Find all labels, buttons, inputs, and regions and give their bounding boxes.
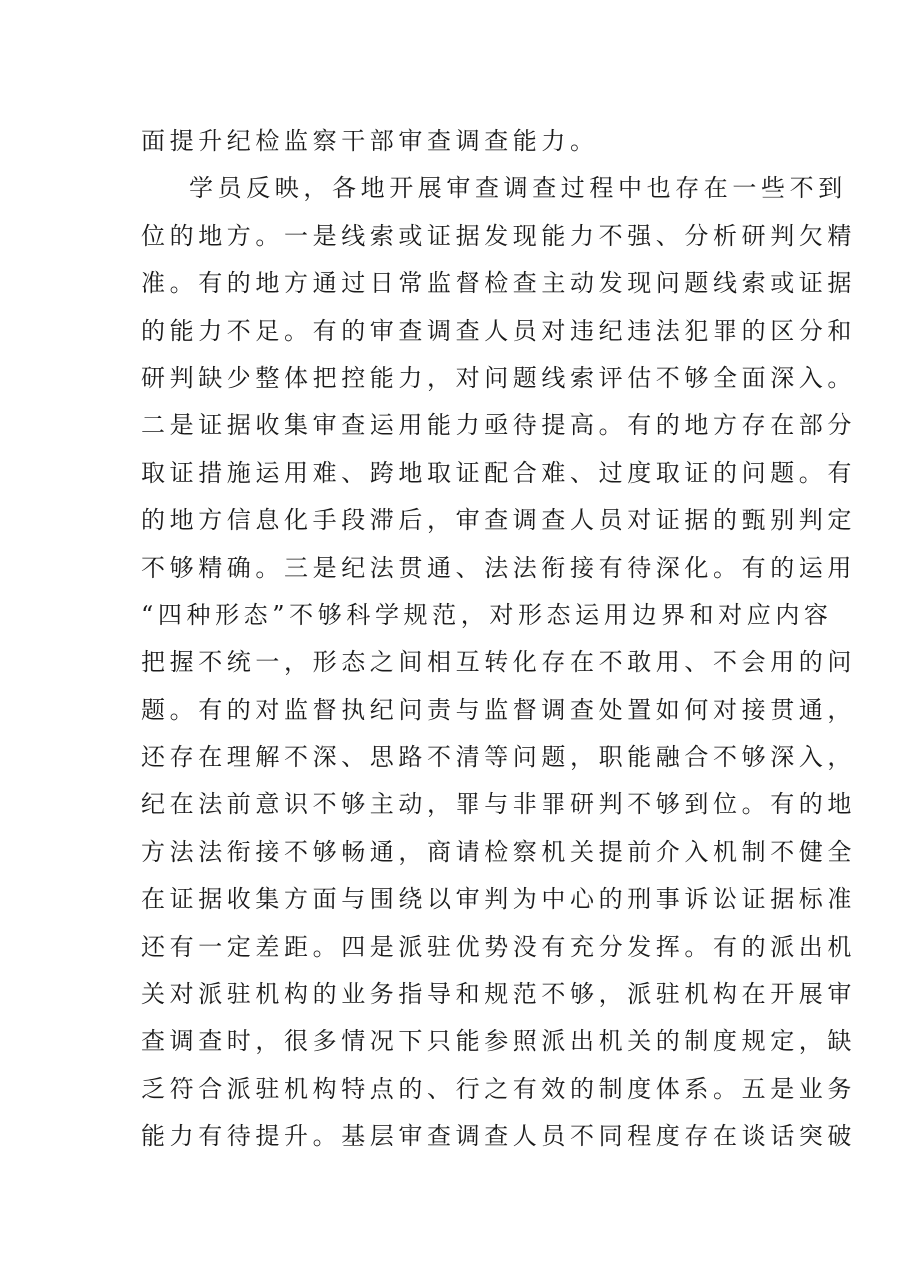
text-line: 题。有的对监督执纪问责与监督调查处置如何对接贯通，	[141, 695, 856, 724]
text-line: 面提升纪检监察干部审查调查能力。	[141, 127, 599, 155]
text-line: 还有一定差距。四是派驻优势没有充分发挥。有的派出机	[141, 932, 856, 961]
text-line: 研判缺少整体把控能力，对问题线索评估不够全面深入。	[141, 363, 856, 392]
text-line: 不够精确。三是纪法贯通、法法衔接有待深化。有的运用	[141, 553, 856, 582]
text-line: 位的地方。一是线索或证据发现能力不强、分析研判欠精	[141, 221, 856, 250]
text-line: 的地方信息化手段滞后，审查调查人员对证据的甄别判定	[141, 506, 856, 535]
text-line: 能力有待提升。基层审查调查人员不同程度存在谈话突破	[141, 1122, 856, 1151]
text-line: 乏符合派驻机构特点的、行之有效的制度体系。五是业务	[141, 1074, 856, 1103]
text-line: 查调查时，很多情况下只能参照派出机关的制度规定，缺	[141, 1027, 856, 1056]
text-line: 的能力不足。有的审查调查人员对违纪违法犯罪的区分和	[141, 316, 856, 345]
text-line: 方法法衔接不够畅通，商请检察机关提前介入机制不健全	[141, 837, 856, 866]
text-line: 关对派驻机构的业务指导和规范不够，派驻机构在开展审	[141, 980, 856, 1009]
body-text	[141, 118, 856, 1161]
text-line: 准。有的地方通过日常监督检查主动发现问题线索或证据	[141, 269, 856, 298]
text-line: 在证据收集方面与围绕以审判为中心的刑事诉讼证据标准	[141, 885, 856, 914]
text-line: 纪在法前意识不够主动，罪与非罪研判不够到位。有的地	[141, 790, 856, 819]
text-line: 二是证据收集审查运用能力亟待提高。有的地方存在部分	[141, 411, 856, 440]
text-line: “四种形态”不够科学规范，对形态运用边界和对应内容	[141, 600, 833, 629]
paragraph-first-line: 学员反映，各地开展审查调查过程中也存在一些不到	[189, 174, 847, 203]
text-line: 把握不统一，形态之间相互转化存在不敢用、不会用的问	[141, 648, 856, 677]
text-line: 还存在理解不深、思路不清等问题，职能融合不够深入，	[141, 743, 856, 772]
text-line: 取证措施运用难、跨地取证配合难、过度取证的问题。有	[141, 458, 856, 487]
